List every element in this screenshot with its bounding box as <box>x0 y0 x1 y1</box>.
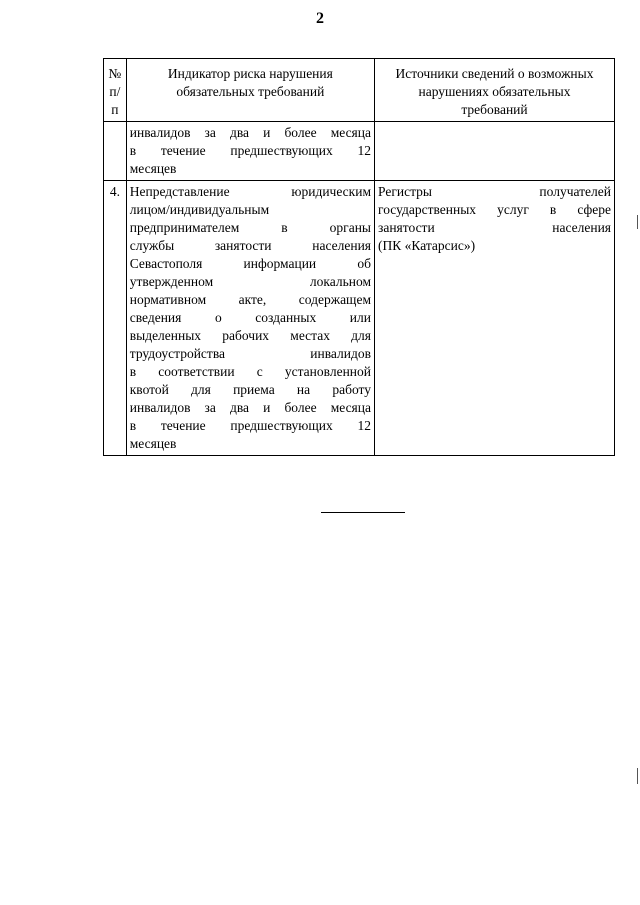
indicator-line: месяцев <box>129 161 177 176</box>
source-line: Регистры получателей <box>378 184 611 199</box>
sources-cell <box>375 181 615 456</box>
indicator-line: Непредставление юридическим <box>129 184 371 199</box>
indicator-line: месяцев <box>129 436 177 451</box>
scan-edge-mark <box>637 215 638 229</box>
indicator-line: сведения о созданных или <box>129 310 371 325</box>
table-header-row <box>104 59 615 122</box>
indicator-cell <box>126 181 374 456</box>
indicator-line: лицом/индивидуальным <box>129 202 270 217</box>
indicator-cell <box>126 122 374 181</box>
requirements-table <box>103 58 615 456</box>
header-sources-line: требований <box>461 102 528 117</box>
header-indicator <box>126 59 374 122</box>
row-num-cell <box>104 122 127 181</box>
end-separator-line <box>321 512 405 513</box>
indicator-line: квотой для приема на работу <box>129 382 371 397</box>
indicator-line: нормативном акте, содержащем <box>129 292 371 307</box>
header-indicator-line: Индикатор риска нарушения <box>167 66 333 81</box>
source-line: занятости населения <box>378 220 611 235</box>
indicator-line: службы занятости населения <box>129 238 371 253</box>
indicator-line: выделенных рабочих местах для <box>129 328 371 343</box>
header-sources-line: Источники сведений о возможных <box>395 66 594 81</box>
page-number: 2 <box>316 10 324 27</box>
header-sources <box>375 59 615 122</box>
header-num-line: п/п <box>109 84 121 117</box>
indicator-line: утвержденном локальном <box>129 274 371 289</box>
source-line: (ПК «Катарсис») <box>378 238 476 253</box>
header-indicator-line: обязательных требований <box>176 84 325 99</box>
header-sources-line: нарушениях обязательных <box>418 84 571 99</box>
header-num <box>104 59 127 122</box>
source-line: государственных услуг в сфере <box>378 202 611 217</box>
indicator-line: инвалидов за два и более месяца <box>129 125 371 140</box>
indicator-line: Севастополя информации об <box>129 256 371 271</box>
indicator-line: инвалидов за два и более месяца <box>129 400 371 415</box>
indicator-line: предпринимателем в органы <box>129 220 371 235</box>
table-row <box>104 181 615 456</box>
indicator-line: в течение предшествующих 12 <box>129 418 371 433</box>
indicator-line: в течение предшествующих 12 <box>129 143 371 158</box>
sources-cell <box>375 122 615 181</box>
row-num-cell: 4. <box>104 181 127 456</box>
header-num-line: № <box>108 66 122 81</box>
table-row <box>104 122 615 181</box>
scan-edge-mark <box>637 768 638 784</box>
indicator-line: в соответствии с установленной <box>129 364 371 379</box>
indicator-line: трудоустройства инвалидов <box>129 346 371 361</box>
